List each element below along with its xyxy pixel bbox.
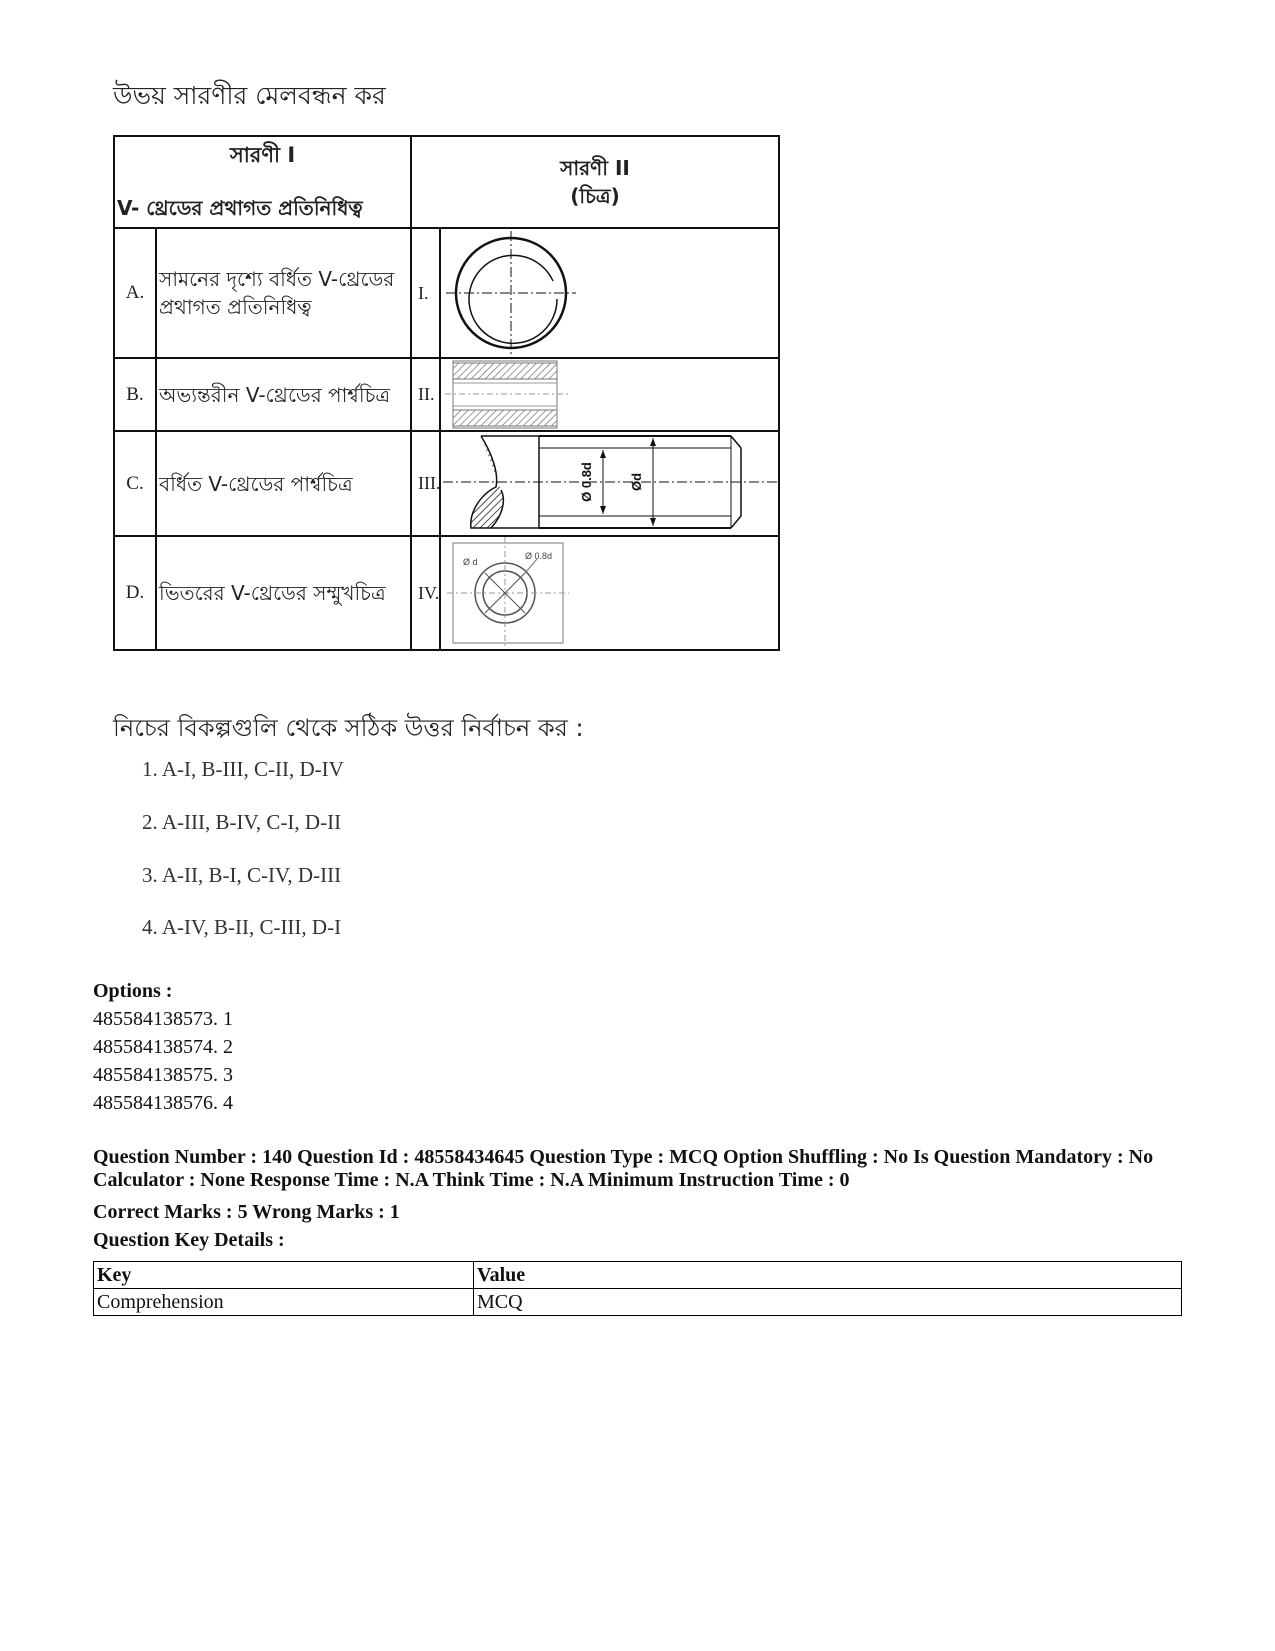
row-label: D. xyxy=(114,536,156,650)
column-2-title: সারণী II xyxy=(560,156,630,180)
option-item: 485584138574. 2 xyxy=(93,1036,233,1058)
table-row xyxy=(94,1289,1182,1316)
row-label: C. xyxy=(114,431,156,536)
table-row xyxy=(114,536,779,650)
row-description: ভিতরের V-থ্রেডের সম্মুখচিত্র xyxy=(156,536,411,650)
column-2-subtitle: (চিত্র) xyxy=(570,184,620,208)
figure-III-drawing xyxy=(441,432,779,535)
answer-choice: 3. A-II, B-I, C-IV, D-III xyxy=(142,863,342,887)
table-row xyxy=(114,358,779,431)
answer-choice: 1. A-I, B-III, C-II, D-IV xyxy=(142,757,344,781)
value-cell: MCQ xyxy=(474,1289,1182,1316)
row-description: সামনের দৃশ্যে বর্ধিত V-থ্রেডের প্রথাগত প্রতিনিধিত্ব xyxy=(156,228,411,358)
figure-III-dim-outer: Ød xyxy=(629,472,645,492)
table-header-row xyxy=(94,1262,1182,1289)
figure-II-drawing xyxy=(441,359,779,430)
option-item: 485584138575. 3 xyxy=(93,1064,233,1086)
choose-instruction: নিচের বিকল্পগুলি থেকে সঠিক উত্তর নির্বাচন কর : xyxy=(113,714,584,742)
figure-IV-dim-inner: Ø 0.8d xyxy=(525,551,553,561)
column-1-subtitle: V- থ্রেডের প্রথাগত প্রতিনিধিত্ব xyxy=(117,196,363,220)
answer-choice: 2. A-III, B-IV, C-I, D-II xyxy=(142,810,342,834)
header-key: Key xyxy=(94,1262,474,1289)
option-item: 485584138573. 1 xyxy=(93,1008,233,1030)
options-title: Options : xyxy=(93,980,173,1002)
question-meta: Question Number : 140 Question Id : 48558434645 Question Type : MCQ Option Shuffling : No Is Question Mandatory : No Calculator : None Response Time : N.A Think Time : N.A Minimum Instruction Time : 0 xyxy=(93,1146,1154,1191)
figure-IV-drawing xyxy=(441,537,779,649)
figure-IV-internal-thread-front-view xyxy=(440,536,779,650)
row-roman-numeral: III. xyxy=(411,431,440,536)
key-details-table xyxy=(93,1261,1182,1316)
figure-III-dim-inner: Ø 0.8d xyxy=(579,462,595,502)
option-item: 485584138576. 4 xyxy=(93,1092,233,1114)
key-details-title: Question Key Details : xyxy=(93,1229,285,1251)
row-description: বর্ধিত V-থ্রেডের পার্শ্বচিত্র xyxy=(156,431,411,536)
key-cell: Comprehension xyxy=(94,1289,474,1316)
answer-choice: 4. A-IV, B-II, C-III, D-I xyxy=(142,915,342,939)
figure-II-internal-thread-section xyxy=(440,358,779,431)
figure-I-drawing xyxy=(441,229,779,357)
table-column-2-header xyxy=(411,136,779,228)
match-table xyxy=(113,135,780,651)
figure-III-external-thread-side-view xyxy=(440,431,779,536)
row-roman-numeral: II. xyxy=(411,358,440,431)
question-heading: উভয় সারণীর মেলবন্ধন কর xyxy=(113,81,386,110)
row-roman-numeral: I. xyxy=(411,228,440,358)
figure-IV-dim-outer: Ø d xyxy=(463,557,478,567)
row-label: A. xyxy=(114,228,156,358)
figure-I-circle-thread xyxy=(440,228,779,358)
row-label: B. xyxy=(114,358,156,431)
table-column-1-header xyxy=(114,136,411,228)
marks-line: Correct Marks : 5 Wrong Marks : 1 xyxy=(93,1201,400,1223)
column-1-title: সারণী I xyxy=(229,143,296,167)
row-description: অভ্যন্তরীন V-থ্রেডের পার্শ্বচিত্র xyxy=(156,358,411,431)
table-row xyxy=(114,228,779,358)
row-roman-numeral: IV. xyxy=(411,536,440,650)
table-row xyxy=(114,431,779,536)
header-value: Value xyxy=(474,1262,1182,1289)
